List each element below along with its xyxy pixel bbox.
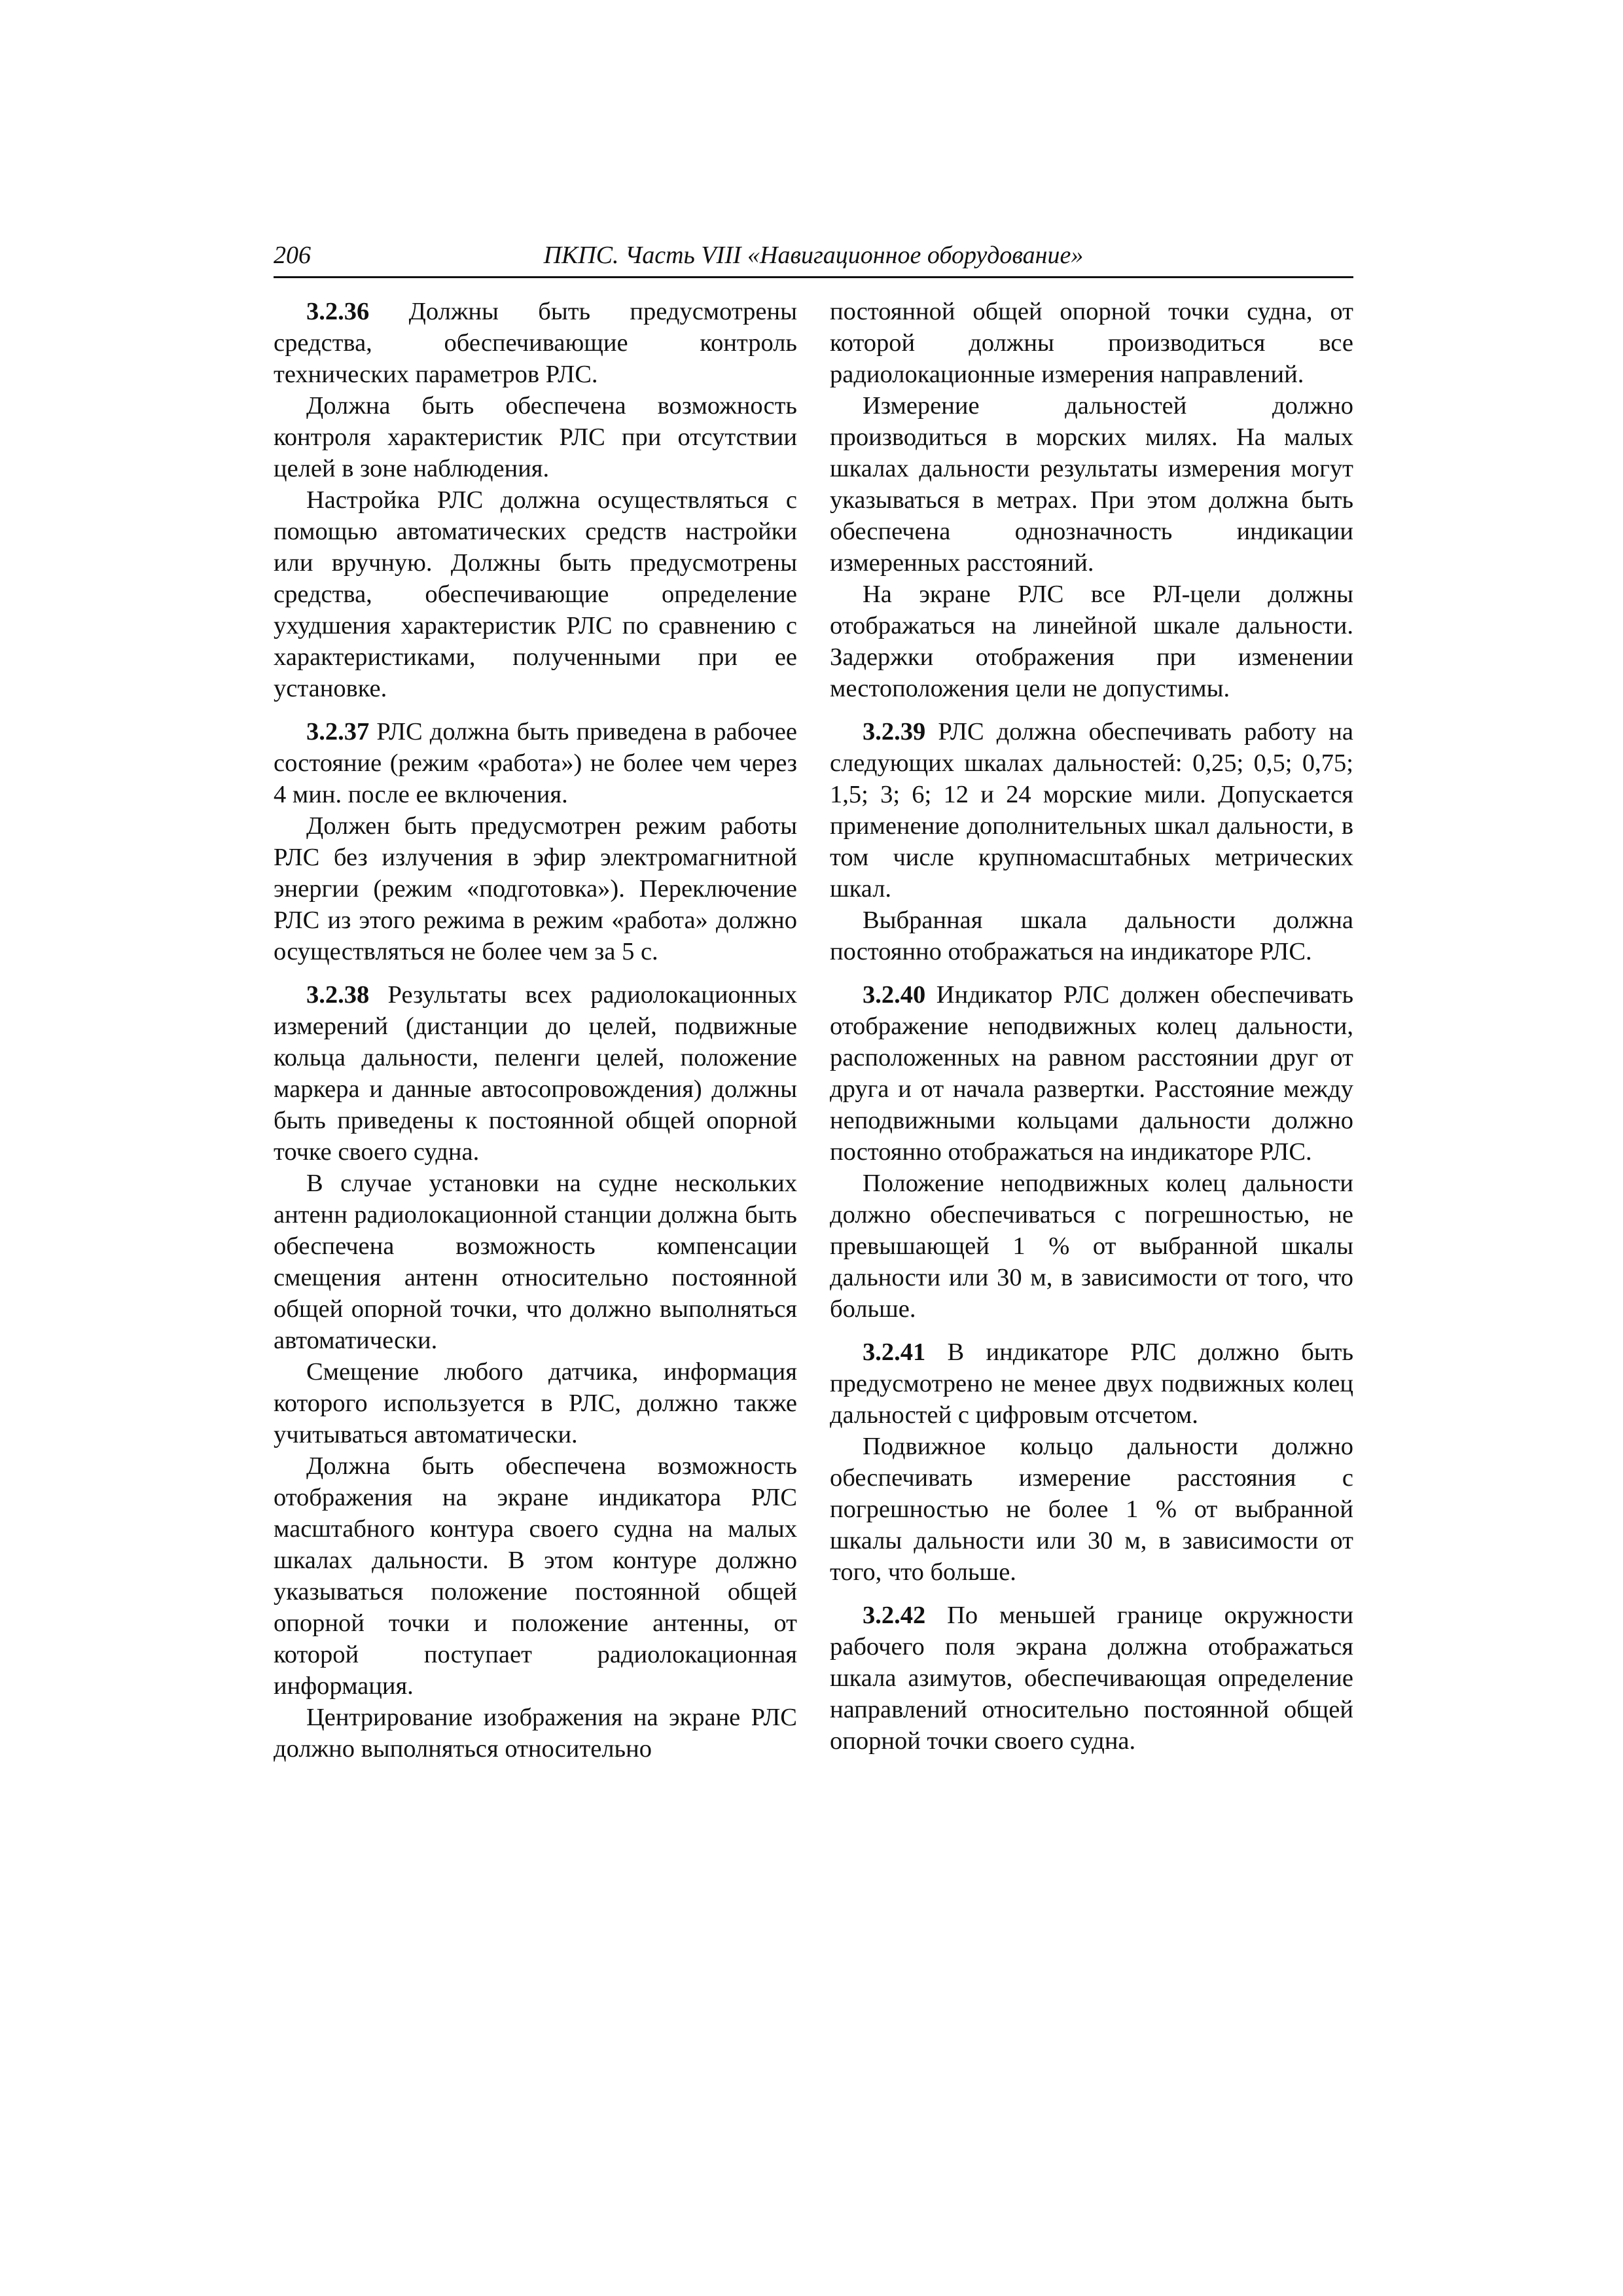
- paragraph-text: Должны быть предусмотрены средства, обеспечивающие контроль технических параметров РЛС.: [274, 298, 797, 388]
- paragraph-text: постоянной общей опорной точки судна, от которой должны производиться все радиолокационные измерения направлений.: [830, 298, 1353, 388]
- section-number: 3.2.36: [306, 298, 370, 325]
- left-column: [274, 296, 797, 1765]
- paragraph: [830, 579, 1353, 704]
- paragraph: [830, 979, 1353, 1168]
- paragraph: [274, 484, 797, 704]
- paragraph-text: Измерение дальностей должно производиться в морских милях. На малых шкалах дальности результаты измерения могут указываться в метрах. При этом должна быть обеспечена однозначность индикации измеренных расстояний.: [830, 392, 1353, 577]
- paragraph: [830, 1168, 1353, 1325]
- paragraph-text: Подвижное кольцо дальности должно обеспечивать измерение расстояния с погрешностью не более 1 % от выбранной шкалы дальности или 30 м, в зависимости от того, что больше.: [830, 1433, 1353, 1586]
- section-number: 3.2.38: [306, 981, 370, 1009]
- paragraph: [830, 716, 1353, 905]
- paragraph: [274, 810, 797, 967]
- paragraph-text: Смещение любого датчика, информация которого используется в РЛС, должно также учитываться автоматически.: [274, 1358, 797, 1448]
- paragraph-text: В индикаторе РЛС должно быть предусмотрено не менее двух подвижных колец дальностей с цифровым отсчетом.: [830, 1338, 1353, 1429]
- paragraph: [274, 716, 797, 810]
- paragraph-text: Выбранная шкала дальности должна постоянно отображаться на индикаторе РЛС.: [830, 906, 1353, 965]
- paragraph: [274, 979, 797, 1168]
- paragraph: [830, 905, 1353, 967]
- paragraph-text: Должна быть обеспечена возможность контроля характеристик РЛС при отсутствии целей в зоне наблюдения.: [274, 392, 797, 482]
- section-number: 3.2.40: [863, 981, 926, 1009]
- paragraph: [274, 1356, 797, 1450]
- paragraph: [830, 1336, 1353, 1431]
- paragraph: [830, 1431, 1353, 1588]
- paragraph-text: Должен быть предусмотрен режим работы РЛС без излучения в эфир электромагнитной энергии (режим «подготовка»). Переключение РЛС из этого режима в режим «работа» должно осуществляться не более чем за 5 с.: [274, 812, 797, 965]
- paragraph: [830, 296, 1353, 390]
- page-number: 206: [274, 242, 311, 269]
- right-column: [830, 296, 1353, 1757]
- paragraph: [274, 390, 797, 484]
- paragraph: [274, 1450, 797, 1702]
- section-number: 3.2.41: [863, 1338, 926, 1366]
- page-header: [274, 237, 1353, 278]
- paragraph-text: Настройка РЛС должна осуществляться с помощью автоматических средств настройки или вручную. Должны быть предусмотрены средства, обеспечивающие определение ухудшения характеристик РЛС по сравнению с характеристиками, полученными при ее установке.: [274, 486, 797, 702]
- paragraph-text: На экране РЛС все РЛ-цели должны отображаться на линейной шкале дальности. Задержки отображения при изменении местоположения цели не допустимы.: [830, 581, 1353, 702]
- section-number: 3.2.39: [863, 718, 926, 745]
- paragraph-text: Центрирование изображения на экране РЛС должно выполняться относительно: [274, 1704, 797, 1763]
- section-number: 3.2.42: [863, 1602, 926, 1629]
- paragraph-text: Результаты всех радиолокационных измерений (дистанции до целей, подвижные кольца дальности, пеленги целей, положение маркера и данные автосопровождения) должны быть приведены к постоянной общей опорной точке своего судна.: [274, 981, 797, 1166]
- paragraph-text: РЛС должна быть приведена в рабочее состояние (режим «работа») не более чем через 4 мин. после ее включения.: [274, 718, 797, 808]
- paragraph-text: В случае установки на судне нескольких антенн радиолокационной станции должна быть обеспечена возможность компенсации смещения антенн относительно постоянной общей опорной точки, что должно выполняться автоматически.: [274, 1170, 797, 1354]
- paragraph-text: Должна быть обеспечена возможность отображения на экране индикатора РЛС масштабного контура своего судна на малых шкалах дальности. В этом контуре должно указываться положение постоянной общей опорной точки и положение антенны, от которой поступает радиолокационная информация.: [274, 1452, 797, 1700]
- section-number: 3.2.37: [306, 718, 370, 745]
- paragraph-text: Положение неподвижных колец дальности должно обеспечиваться с погрешностью, не превышающей 1 % от выбранной шкалы дальности или 30 м, в зависимости от того, что больше.: [830, 1170, 1353, 1323]
- running-title: ПКПС. Часть VIII «Навигационное оборудование»: [543, 242, 1084, 269]
- paragraph: [274, 1168, 797, 1356]
- paragraph-text: По меньшей границе окружности рабочего поля экрана должна отображаться шкала азимутов, обеспечивающая определение направлений относительно постоянной общей опорной точки своего судна.: [830, 1602, 1353, 1755]
- paragraph: [830, 390, 1353, 579]
- paragraph: [830, 1600, 1353, 1757]
- paragraph: [274, 296, 797, 390]
- paragraph: [274, 1702, 797, 1765]
- paragraph-text: Индикатор РЛС должен обеспечивать отображение неподвижных колец дальности, расположенных на равном расстоянии друг от друга и от начала развертки. Расстояние между неподвижными кольцами дальности должно постоянно отображаться на индикаторе РЛС.: [830, 981, 1353, 1166]
- paragraph-text: РЛС должна обеспечивать работу на следующих шкалах дальностей: 0,25; 0,5; 0,75; 1,5; 3; 6; 12 и 24 морские мили. Допускается применение дополнительных шкал дальности, в том числе крупномасштабных метрических шкал.: [830, 718, 1353, 903]
